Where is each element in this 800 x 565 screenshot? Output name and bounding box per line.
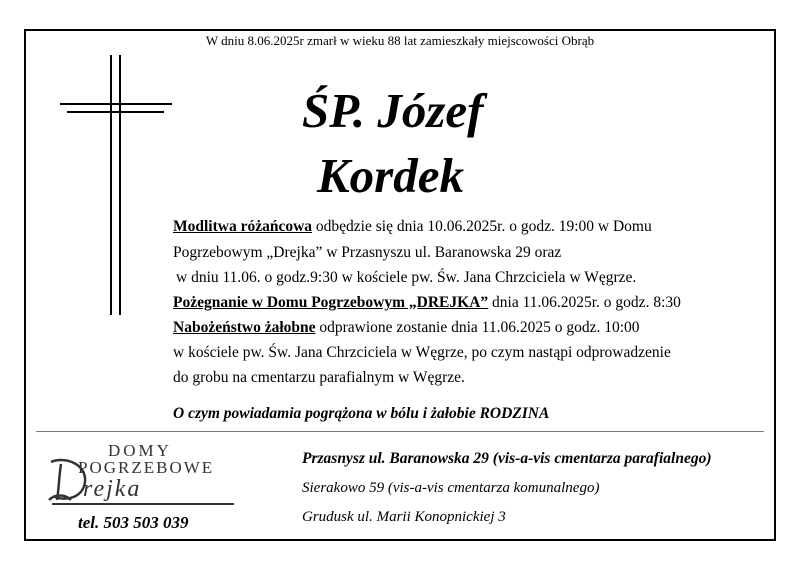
family-announcement: O czym powiadamia pogrążona w bólu i żałobie RODZINA (173, 405, 550, 422)
phone-number: tel. 503 503 039 (78, 513, 189, 532)
logo-line-rejka: rejka (83, 476, 142, 502)
address-sierakowo: Sierakowo 59 (vis-a-vis cmentarza komunalnego) (302, 480, 600, 496)
rosary-line (173, 219, 652, 235)
farewell-heading: Pożegnanie w Domu Pogrzebowym „DREJKA” (173, 294, 489, 311)
logo-underline (52, 503, 234, 505)
divider (36, 431, 764, 432)
rosary-heading: Modlitwa różańcowa (173, 218, 313, 235)
rosary-line-3: w dniu 11.06. o godz.9:30 w kościele pw. Św. Jana Chrzciciela w Węgrze. (176, 269, 637, 286)
cross-horizontal-bar (60, 103, 172, 105)
mass-text: odprawione zostanie dnia 11.06.2025 o godz. 10:00 (315, 319, 640, 336)
deceased-first-name: ŚP. Józef (302, 83, 484, 138)
logo-line-domy: DOMY (108, 441, 172, 460)
rosary-line-2: Pogrzebowym „Drejka” w Przasnyszu ul. Baranowska 29 oraz (173, 244, 562, 261)
mass-line (173, 320, 640, 336)
deceased-last-name: Kordek (317, 148, 464, 203)
mass-line-2: w kościele pw. Św. Jana Chrzciciela w Węgrze, po czym nastąpi odprowadzenie (173, 344, 671, 361)
rosary-text: odbędzie się dnia 10.06.2025r. o godz. 19:00 w Domu (312, 218, 652, 235)
cross-vertical-bar (119, 55, 121, 315)
address-grudusk: Grudusk ul. Marii Konopnickiej 3 (302, 509, 506, 525)
address-przasnysz: Przasnysz ul. Baranowska 29 (vis-a-vis cmentarza parafialnego) (302, 450, 712, 467)
farewell-line (173, 295, 681, 311)
logo-line-pogrzebowe: POGRZEBOWE (78, 458, 215, 477)
cross-horizontal-bar (67, 111, 164, 113)
mass-heading: Nabożeństwo żałobne (173, 319, 316, 336)
farewell-text: dnia 11.06.2025r. o godz. 8:30 (488, 294, 681, 311)
mass-line-3: do grobu na cmentarzu parafialnym w Węgrze. (173, 369, 465, 386)
intro-text: W dniu 8.06.2025r zmarł w wieku 88 lat zamieszkały miejscowości Obrąb (205, 33, 595, 48)
cross-vertical-bar (110, 55, 112, 315)
